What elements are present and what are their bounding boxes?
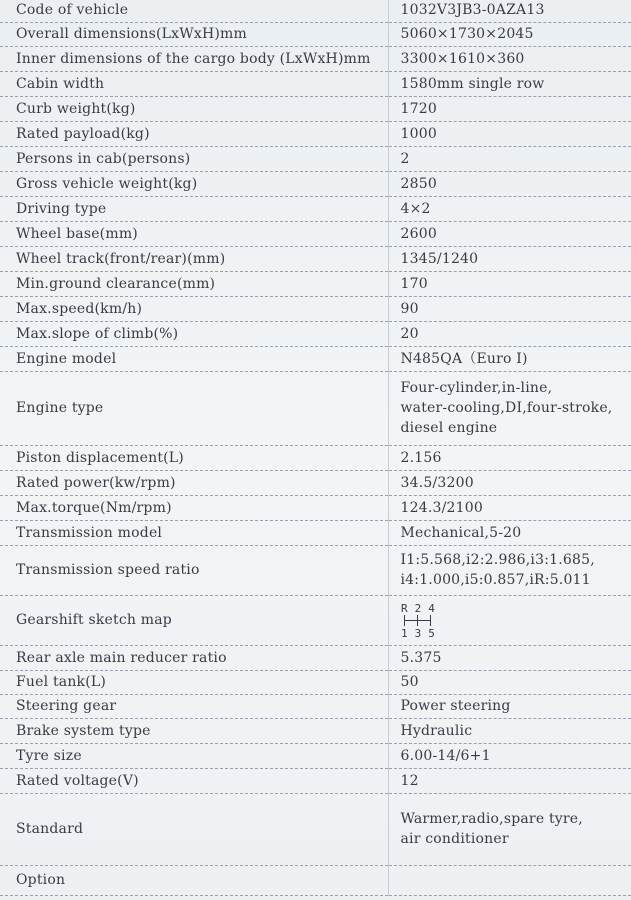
row-label: Driving type [0, 196, 388, 221]
table-row [0, 346, 631, 371]
row-value: 90 [388, 296, 631, 321]
row-label: Overall dimensions(LxWxH)mm [0, 22, 388, 46]
table-row [0, 694, 631, 718]
value-line: I1:5.568,i2:2.986,i3:1.685, [400, 552, 595, 568]
table-row [0, 670, 631, 694]
row-value: 20 [388, 321, 631, 346]
row-label: Steering gear [0, 694, 388, 718]
row-value: Mechanical,5-20 [388, 520, 631, 545]
row-value: 4×2 [388, 196, 631, 221]
table-row [0, 645, 631, 670]
row-label: Rear axle main reducer ratio [0, 645, 388, 670]
row-value [388, 865, 631, 895]
row-value [388, 595, 631, 645]
row-value: 2850 [388, 171, 631, 196]
row-value: 6.00-14/6+1 [388, 743, 631, 768]
row-label: Max.speed(km/h) [0, 296, 388, 321]
table-row [0, 171, 631, 196]
row-value: 124.3/2100 [388, 495, 631, 520]
row-label: Rated power(kw/rpm) [0, 470, 388, 495]
row-label: Engine type [0, 371, 388, 445]
row-value: 5060×1730×2045 [388, 22, 631, 46]
row-label: Rated voltage(V) [0, 768, 388, 793]
row-label: Transmission speed ratio [0, 545, 388, 595]
table-row [0, 271, 631, 296]
table-row [0, 545, 631, 595]
table-row [0, 520, 631, 545]
table-row [0, 718, 631, 743]
row-label: Brake system type [0, 718, 388, 743]
row-value: Hydraulic [388, 718, 631, 743]
row-value: 2.156 [388, 445, 631, 470]
row-label: Option [0, 865, 388, 895]
table-row [0, 296, 631, 321]
table-row [0, 196, 631, 221]
gearshift-diagram [401, 601, 441, 639]
row-value: 50 [388, 670, 631, 694]
row-value: 1345/1240 [388, 246, 631, 271]
row-value: 170 [388, 271, 631, 296]
row-label: Rated payload(kg) [0, 121, 388, 146]
table-row [0, 22, 631, 46]
row-label: Max.torque(Nm/rpm) [0, 495, 388, 520]
row-label: Transmission model [0, 520, 388, 545]
row-label: Engine model [0, 346, 388, 371]
row-label: Gross vehicle weight(kg) [0, 171, 388, 196]
table-row [0, 246, 631, 271]
row-label: Inner dimensions of the cargo body (LxWxH)mm [0, 46, 388, 71]
row-value: 1720 [388, 96, 631, 121]
table-row [0, 0, 631, 22]
table-row [0, 96, 631, 121]
gear-bottom-labels: 1 3 5 [400, 627, 435, 639]
table-row [0, 595, 631, 645]
row-label: Max.slope of climb(%) [0, 321, 388, 346]
value-line: Four-cylinder,in-line, [400, 380, 553, 396]
table-row [0, 146, 631, 171]
row-value: 5.375 [388, 645, 631, 670]
row-value: 1032V3JB3-0AZA13 [388, 0, 631, 22]
row-value [388, 371, 631, 445]
row-label: Cabin width [0, 71, 388, 96]
row-value: 2600 [388, 221, 631, 246]
row-value [388, 545, 631, 595]
table-row [0, 470, 631, 495]
table-row [0, 46, 631, 71]
row-label: Gearshift sketch map [0, 595, 388, 645]
value-line: diesel engine [400, 420, 498, 436]
gear-top-labels: R 2 4 [400, 602, 435, 615]
row-label: Curb weight(kg) [0, 96, 388, 121]
row-value [388, 793, 631, 865]
row-label: Min.ground clearance(mm) [0, 271, 388, 296]
row-label: Code of vehicle [0, 0, 388, 22]
table-row [0, 495, 631, 520]
row-label: Piston displacement(L) [0, 445, 388, 470]
row-value: Power steering [388, 694, 631, 718]
table-row [0, 793, 631, 865]
value-line: Warmer,radio,spare tyre, [400, 811, 583, 827]
table-row [0, 71, 631, 96]
value-line: air conditioner [400, 831, 509, 847]
table-row [0, 445, 631, 470]
value-line: water-cooling,DI,four-stroke, [400, 400, 613, 416]
row-label: Fuel tank(L) [0, 670, 388, 694]
row-value: 1000 [388, 121, 631, 146]
value-line: i4:1.000,i5:0.857,iR:5.011 [400, 572, 591, 588]
row-value: 12 [388, 768, 631, 793]
table-row [0, 768, 631, 793]
table-row [0, 743, 631, 768]
table-row [0, 865, 631, 895]
row-value: 34.5/3200 [388, 470, 631, 495]
row-value: 3300×1610×360 [388, 46, 631, 71]
table-row [0, 121, 631, 146]
row-value: N485QA（Euro I) [388, 346, 631, 371]
row-value: 2 [388, 146, 631, 171]
row-label: Standard [0, 793, 388, 865]
row-label: Tyre size [0, 743, 388, 768]
row-label: Persons in cab(persons) [0, 146, 388, 171]
table-row [0, 371, 631, 445]
row-label: Wheel base(mm) [0, 221, 388, 246]
row-label: Wheel track(front/rear)(mm) [0, 246, 388, 271]
table-row [0, 321, 631, 346]
row-value: 1580mm single row [388, 71, 631, 96]
table-row [0, 221, 631, 246]
